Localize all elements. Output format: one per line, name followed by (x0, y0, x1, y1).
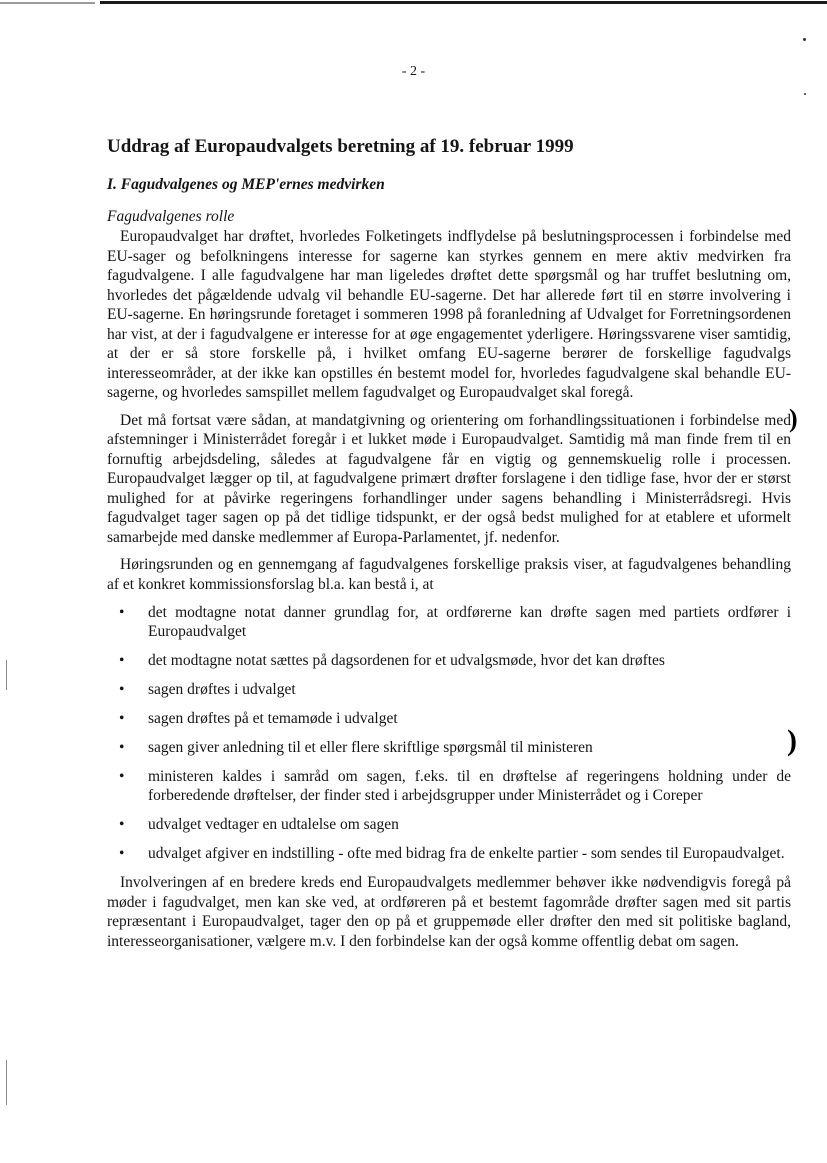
subsection-heading: Fagudvalgenes rolle (107, 208, 235, 225)
bullet-icon: • (119, 604, 125, 621)
list-item (107, 844, 791, 863)
binding-mark-lower: ) (787, 724, 797, 757)
margin-mark-upper (6, 660, 7, 690)
margin-mark-lower (6, 1060, 7, 1105)
list-item-text: det modtagne notat danner grundlag for, at ordførerne kan drøfte sagen med partiets ordfører i Europaudvalget (148, 604, 791, 640)
bullet-list (107, 603, 791, 863)
list-item (107, 603, 791, 641)
scan-edge (0, 0, 827, 6)
closing-paragraph: Involveringen af en bredere kreds end Europaudvalgets medlemmer behøver ikke nødvendigvis foregå på møder i fagudvalget, men kan ske ved, at ordføreren på et bestemt fagområde drøfter sagen med sit partis repræsentant i Europaudvalget, tager den op på et gruppemøde eller drøfter den med sit politiske bagland, interesseorganisationer, vælgere m.v. I den forbindelse kan der også komme offentlig debat om sagen. (107, 874, 791, 950)
list-item-text: sagen drøftes på et temamøde i udvalget (148, 710, 398, 727)
scan-speck-right (804, 93, 806, 95)
paragraph: Det må fortsat være sådan, at mandatgivning og orientering om forhandlingssituationen i forbindelse med afstemninger i Ministerrådet foregår i et lukket møde i Europaudvalget. Samtidig må man finde frem til en fornuftig arbejdsdeling, således at fagudvalgene får en vigtig og gennemskuelig rolle i processen. Europaudvalget lægger op til, at fagudvalgene primært drøfter forslagene i den tidlige fase, hvor der er størst mulighed for at påvirke regeringens forhandlinger under sagens behandling i Ministerrådsregi. Hvis fagudvalget tager sagen op på det tidlige tidspunkt, er der også bedst mulighed for at etablere et uformelt samarbejde med danske medlemmer af Europa-Parlamentet, jf. nedenfor. (107, 411, 791, 546)
bullet-icon: • (119, 652, 125, 669)
list-item-text: sagen giver anledning til et eller flere skriftlige spørgsmål til ministeren (148, 739, 593, 756)
scan-speck-top (803, 38, 806, 41)
list-item (107, 767, 791, 805)
bullet-icon: • (119, 681, 125, 698)
list-item-text: udvalget vedtager en udtalelse om sagen (148, 816, 399, 833)
scan-edge-bar (100, 1, 827, 4)
section-heading: I. Fagudvalgenes og MEP'ernes medvirken (107, 176, 385, 193)
list-item-text: udvalget afgiver en indstilling - ofte med bidrag fra de enkelte partier - som sendes til Europaudvalget. (148, 845, 785, 862)
binding-mark-upper: ) (789, 404, 798, 433)
list-item (107, 815, 791, 834)
page-number: - 2 - (401, 64, 426, 79)
list-item-text: det modtagne notat sættes på dagsordenen for et udvalgsmøde, hvor det kan drøftes (148, 652, 665, 669)
bullet-icon: • (119, 816, 125, 833)
list-item (107, 709, 791, 728)
list-item (107, 651, 791, 670)
bullet-icon: • (119, 768, 125, 785)
list-item-text: sagen drøftes i udvalget (148, 681, 296, 698)
list-item (107, 680, 791, 699)
document-title: Uddrag af Europaudvalgets beretning af 19. februar 1999 (107, 136, 574, 157)
bullet-icon: • (119, 739, 125, 756)
list-item (107, 738, 791, 757)
bullet-icon: • (119, 710, 125, 727)
document-body (107, 136, 791, 951)
paragraph: Høringsrunden og en gennemgang af fagudvalgenes forskellige praksis viser, at fagudvalgenes behandling af et konkret kommissionsforslag bl.a. kan bestå i, at (107, 556, 791, 593)
bullet-icon: • (119, 845, 125, 862)
list-item-text: ministeren kaldes i samråd om sagen, f.eks. til en drøftelse af regeringens holdning under de forberedende drøftelser, der finder sted i arbejdsgrupper under Ministerrådet og i Coreper (148, 768, 791, 804)
scan-edge-left (0, 2, 95, 4)
paragraph: Europaudvalget har drøftet, hvorledes Folketingets indflydelse på beslutningsprocessen i forbindelse med EU-sager og befolkningens interesse for sagerne kan styrkes gennem en mere aktiv medvirken fra fagudvalgene. I alle fagudvalgene har man ligeledes drøftet dette spørgsmål og har truffet beslutning om, hvorledes det pågældende udvalg vil behandle EU-sagerne. Det har allerede ført til en større involvering i EU-sagerne. En høringsrunde foretaget i sommeren 1998 på foranledning af Udvalget for Forretningsordenen har vist, at der i fagudvalgene er interesse for at øge engagementet yderligere. Høringssvarene viser samtidig, at der er så store forskelle på, i hvilket omfang EU-sagerne berører de forskellige fagudvalgs interesseområder, at der ikke kan opstilles én bestemt model for, hvorledes fagudvalgene skal behandle EU-sagerne, og hvorledes samspillet mellem fagudvalget og Europaudvalget skal foregå. (107, 228, 791, 401)
